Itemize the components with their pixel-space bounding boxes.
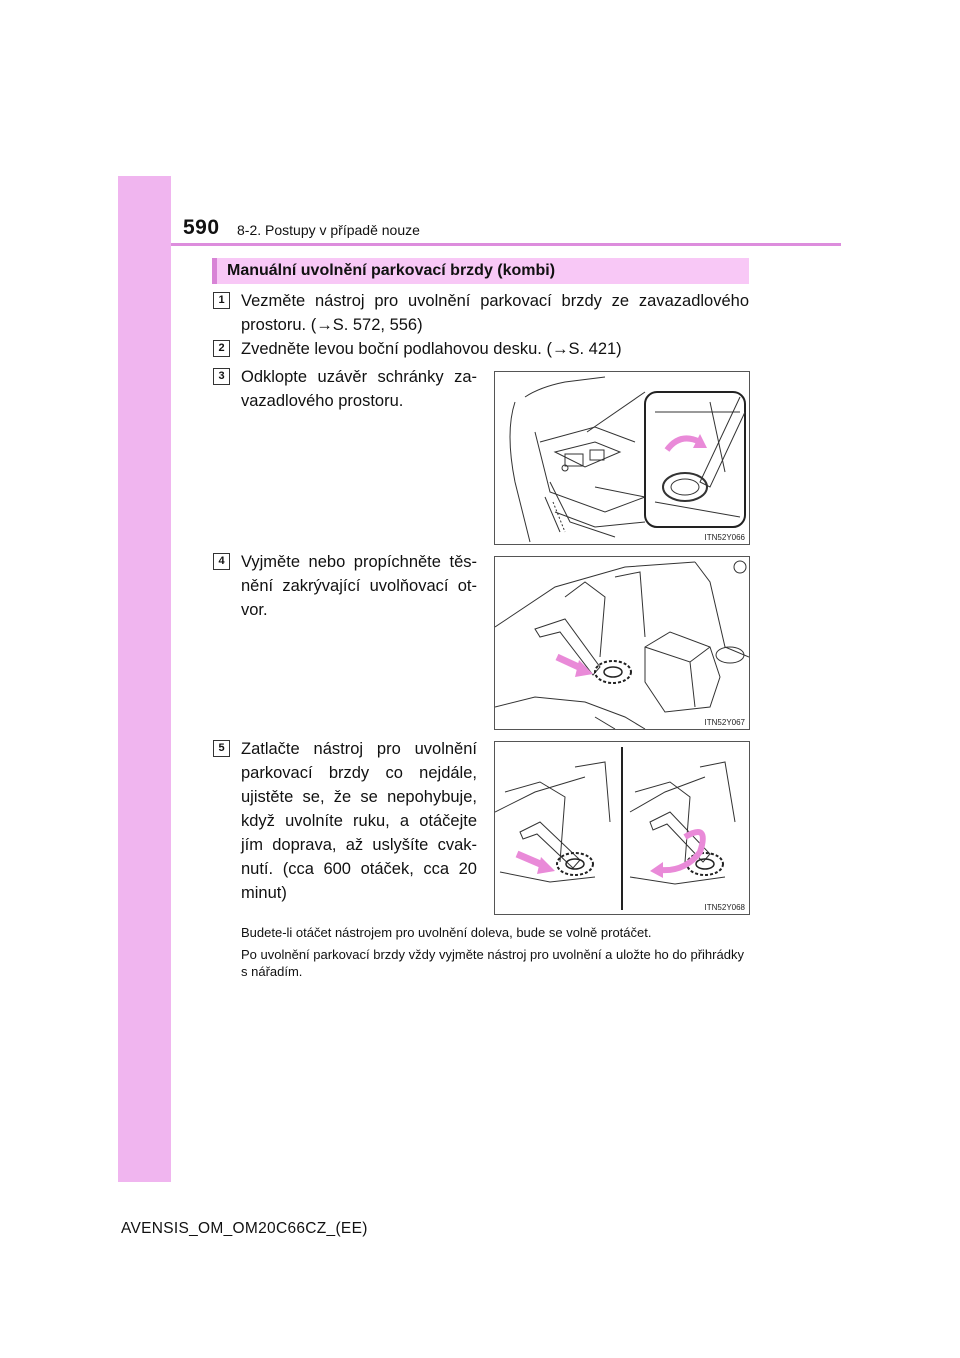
step-text-3: Odklopte uzávěr schránky za-vazadlového prostoru.: [241, 368, 477, 410]
figure-seal-hole: [494, 556, 750, 730]
step-number-3: 3: [213, 368, 230, 385]
note-rotation-direction: Budete-li otáčet nástrojem pro uvolnění doleva, bude se volně protáčet.: [241, 925, 652, 940]
section-title: Manuální uvolnění parkovací brzdy (kombi): [212, 258, 749, 284]
figure-code: ITN52Y066: [704, 533, 745, 542]
figure-trunk-cover: [494, 371, 750, 545]
chapter-sidebar-tab: [118, 176, 171, 1182]
figure-code: ITN52Y067: [704, 718, 745, 727]
header-divider: [171, 243, 841, 246]
step-text-1: Vezměte nástroj pro uvolnění parkovací brzdy ze zavazadlového prostoru. (→S. 572, 556): [241, 292, 749, 334]
step-text-4: Vyjměte nebo propíchněte těs-nění zakrývající uvolňovací ot-vor.: [241, 553, 477, 619]
step-text-5: Zatlačte nástroj pro uvolnění parkovací brzdy co nejdále, ujistěte se, že se nepohybuje, když uvolníte ruku, a otáčejte jím doprava, až uslyšíte cvak-nutí. (cca 600 otáček, cca 20 minut): [241, 740, 477, 902]
step-text-2: Zvedněte levou boční podlahovou desku. (→S. 421): [241, 340, 622, 358]
step-number-5: 5: [213, 740, 230, 757]
document-code: AVENSIS_OM_OM20C66CZ_(EE): [121, 1220, 368, 1237]
page-number: 590: [183, 216, 220, 239]
figure-release-tool-rotation: [494, 741, 750, 915]
step-number-2: 2: [213, 340, 230, 357]
figure-code: ITN52Y068: [704, 903, 745, 912]
step-number-4: 4: [213, 553, 230, 570]
note-store-tool: Po uvolnění parkovací brzdy vždy vyjměte nástroj pro uvolnění a uložte ho do přihrádky s nářadím.: [241, 947, 744, 979]
step-number-1: 1: [213, 292, 230, 309]
chapter-title: 8-2. Postupy v případě nouze: [237, 222, 420, 238]
